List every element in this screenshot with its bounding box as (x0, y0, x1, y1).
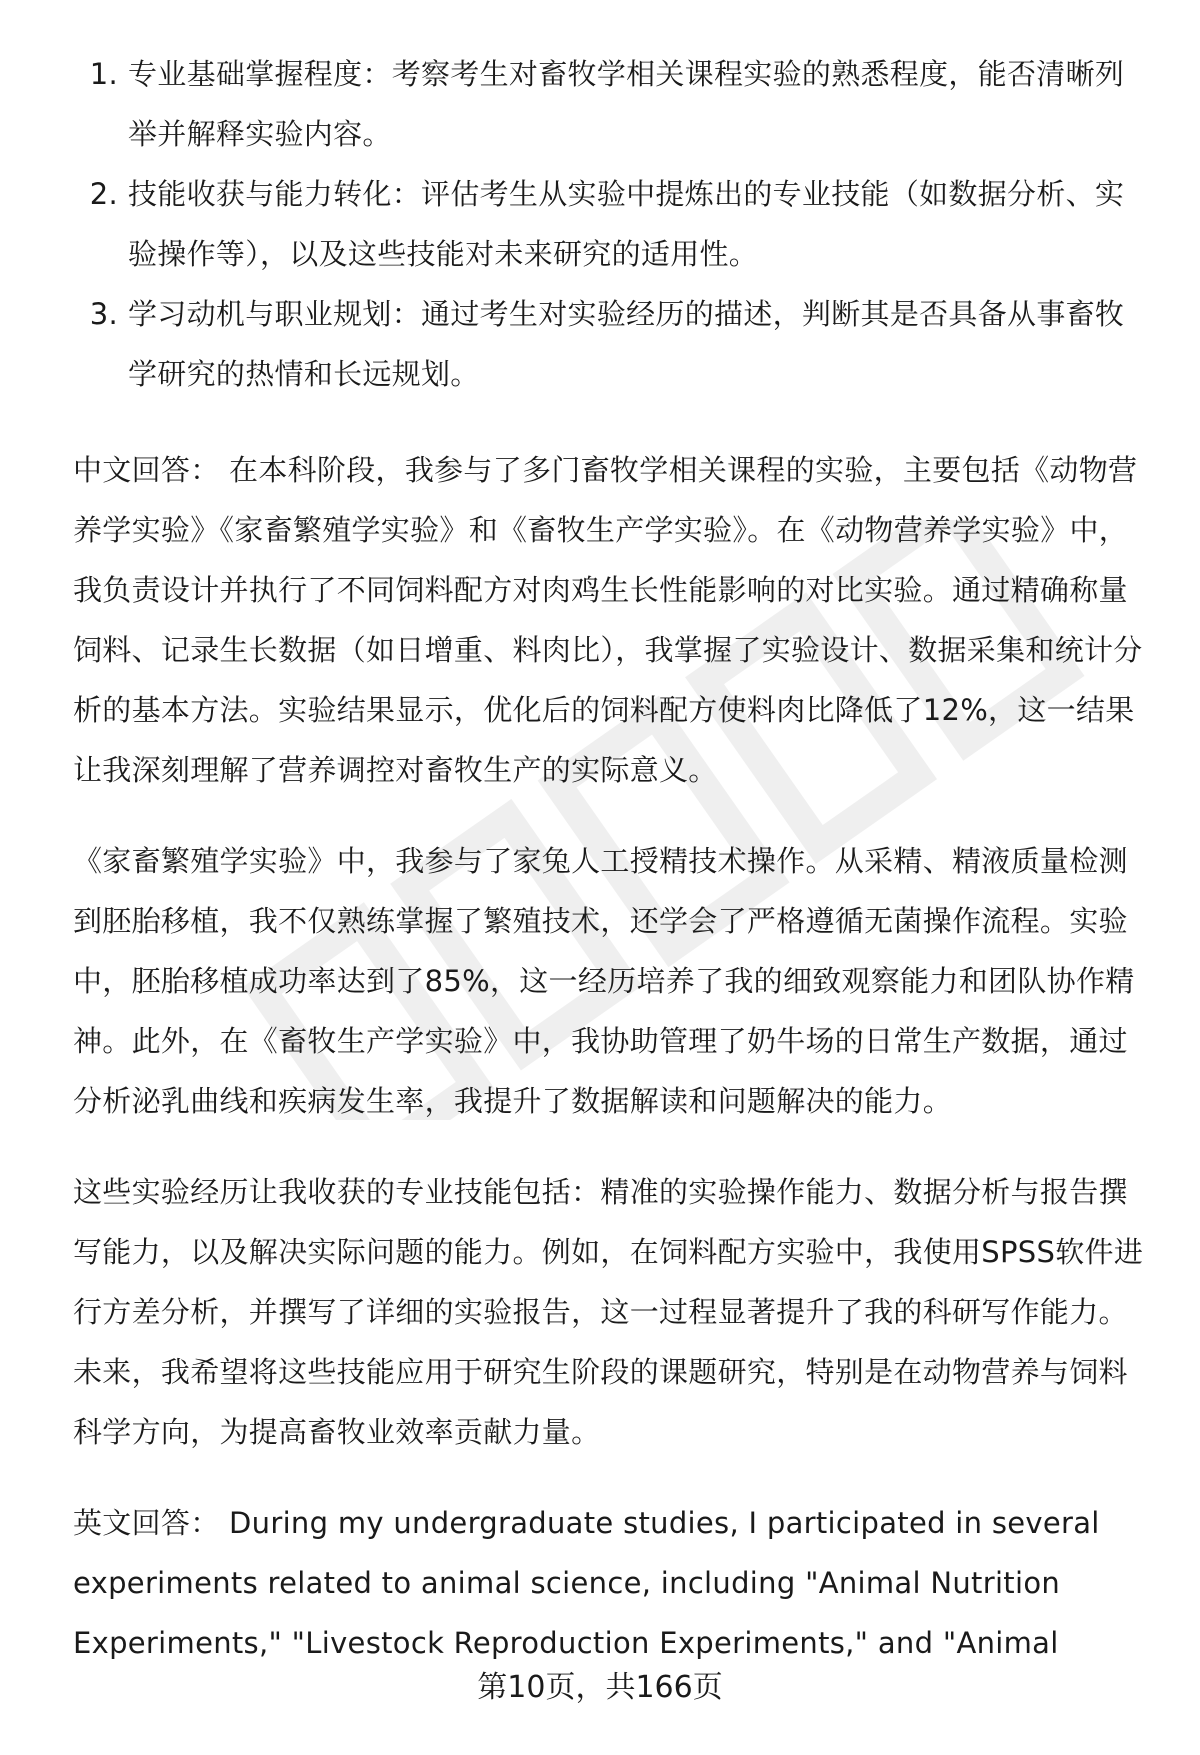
answer-en-text-1: During my undergraduate studies, I participated in several experiments related to animal science, including "Animal Nutrition Experiments," "Livestock Reproduction Experiments," and "Animal (73, 1506, 1100, 1660)
criteria-text: 通过考生对实验经历的描述，判断其是否具备从事畜牧学研究的热情和长远规划。 (128, 297, 1125, 391)
criteria-text: 考察考生对畜牧学相关课程实验的熟悉程度，能否清晰列举并解释实验内容。 (128, 57, 1125, 151)
answer-cn-text-1: 在本科阶段，我参与了多门畜牧学相关课程的实验，主要包括《动物营养学实验》《家畜繁殖学实验》和《畜牧生产学实验》。在《动物营养学实验》中，我负责设计并执行了不同饲料配方对肉鸡生长性能影响的对比实验。通过精确称量饲料、记录生长数据（如日增重、料肉比），我掌握了实验设计、数据采集和统计分析的基本方法。实验结果显示，优化后的饲料配方使料肉比降低了12%，这一结果让我深刻理解了营养调控对畜牧生产的实际意义。 (73, 453, 1143, 787)
criteria-text: 评估考生从实验中提炼出的专业技能（如数据分析、实验操作等），以及这些技能对未来研究的适用性。 (128, 177, 1125, 271)
answer-cn-label: 中文回答： (73, 453, 220, 487)
list-number: 3. (89, 297, 118, 331)
criteria-item (89, 284, 1153, 404)
criteria-item (89, 164, 1153, 284)
list-number: 2. (89, 177, 118, 211)
page-footer: 第10页，共166页 (477, 1670, 723, 1705)
answer-en-label: 英文回答： (73, 1506, 220, 1540)
criteria-label: 技能收获与能力转化： (128, 177, 422, 211)
criteria-label: 学习动机与职业规划： (128, 297, 422, 331)
answer-en-paragraph-1 (73, 1493, 1153, 1673)
criteria-list (73, 44, 1153, 404)
criteria-item (89, 44, 1153, 164)
answer-cn-paragraph-1 (73, 440, 1153, 800)
criteria-label: 专业基础掌握程度： (128, 57, 392, 91)
answer-cn-paragraph-2: 《家畜繁殖学实验》中，我参与了家兔人工授精技术操作。从采精、精液质量检测到胚胎移植，我不仅熟练掌握了繁殖技术，还学会了严格遵循无菌操作流程。实验中，胚胎移植成功率达到了85%，这一经历培养了我的细致观察能力和团队协作精神。此外，在《畜牧生产学实验》中，我协助管理了奶牛场的日常生产数据，通过分析泌乳曲线和疾病发生率，我提升了数据解读和问题解决的能力。 (73, 844, 1135, 1118)
list-number: 1. (89, 57, 118, 91)
page-content (73, 44, 1153, 1673)
answer-cn-paragraph-3: 这些实验经历让我收获的专业技能包括：精准的实验操作能力、数据分析与报告撰写能力，以及解决实际问题的能力。例如，在饲料配方实验中，我使用SPSS软件进行方差分析，并撰写了详细的实验报告，这一过程显著提升了我的科研写作能力。未来，我希望将这些技能应用于研究生阶段的课题研究，特别是在动物营养与饲料科学方向，为提高畜牧业效率贡献力量。 (73, 1175, 1144, 1449)
